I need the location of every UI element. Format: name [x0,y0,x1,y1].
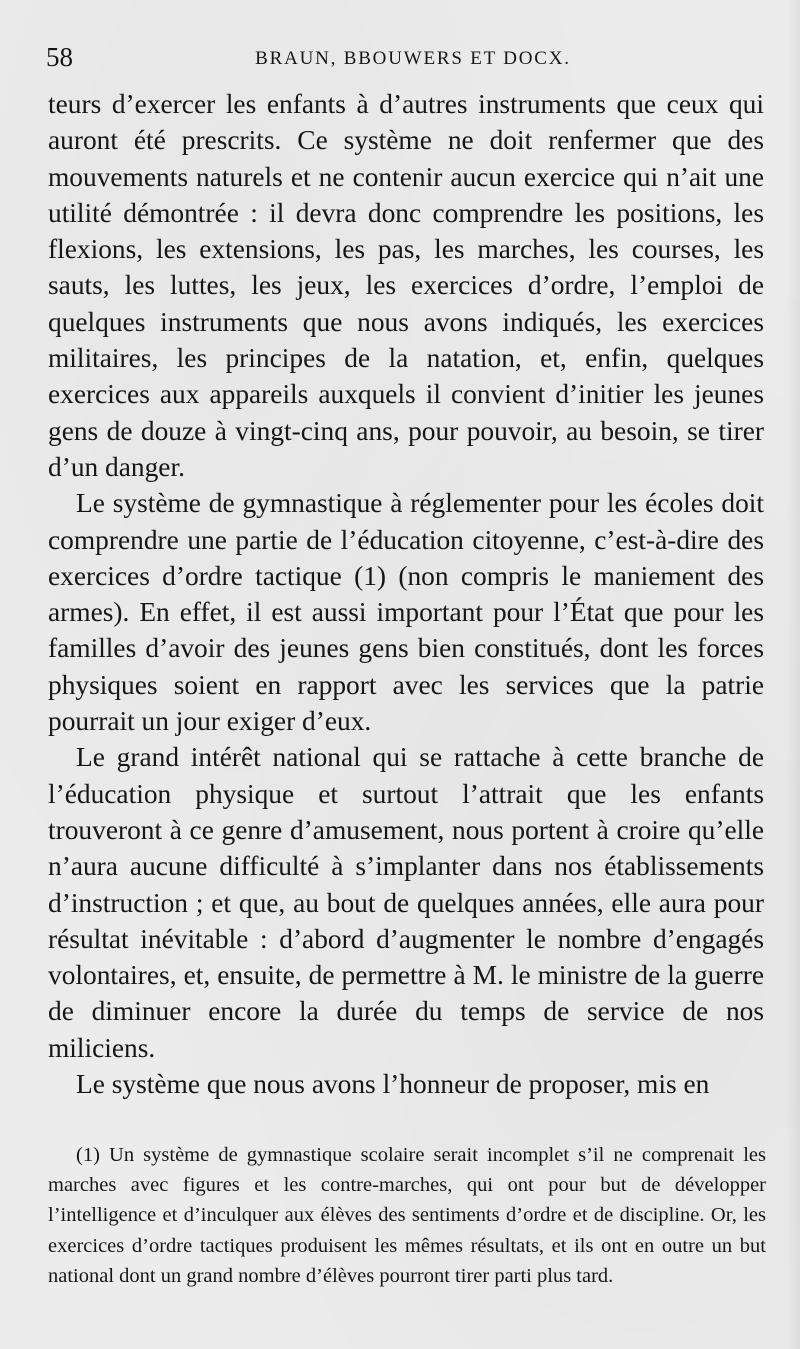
paragraph: Le grand intérêt national qui se rattache à cette branche de l’éducation physique et surtout l’attrait que les enfants trouveront à ce genre d’amusement, nous portent à croire qu’elle n’aura aucune difficulté à s’implanter dans nos établissements d’instruction ; et que, au bout de quelques années, elle aura pour résultat inévitable : d’abord d’augmenter le nombre d’engagés volontaires, et, ensuite, de permettre à M. le ministre de la guerre de diminuer encore la durée du temps de service de nos miliciens. [48,742,764,1063]
paragraph: Le système que nous avons l’honneur de proposer, mis en [76,1069,710,1100]
body-text [48,86,764,1102]
page-number: 58 [46,42,73,72]
footnote-text: (1) Un système de gymnastique scolaire serait incomplet s’il ne comprenait les marches avec figures et les contre-marches, qui ont pour but de développer l’intelligence et d’inculquer aux élèves des sentiments d’ordre et de discipline. Or, les exercices d’ordre tactiques produisent les mêmes résultats, et ils ont en outre un but national dont un grand nombre d’élèves pourront tirer parti plus tard. [48,1144,766,1287]
paragraph: Le système de gymnastique à réglementer pour les écoles doit comprendre une partie de l’éducation citoyenne, c’est-à-dire des exercices d’ordre tactique (1) (non compris le maniement des armes). En effet, il est aussi important pour l’État que pour les familles d’avoir des jeunes gens bien constitués, dont les forces physiques soient en rapport avec les services que la patrie pourrait un jour exiger d’eux. [48,488,764,737]
running-head: BRAUN, BBOUWERS ET DOCX. [255,48,571,69]
page-header [46,40,760,80]
footnote [48,1140,766,1291]
page-edge-shadow [786,0,800,1349]
paragraph-continued: teurs d’exercer les enfants à d’autres instruments que ceux qui auront été prescrits. Ce système ne doit renfermer que des mouvements naturels et ne contenir aucun exercice qui n’ait une utilité démontrée : il devra donc comprendre les positions, les flexions, les extensions, les pas, les marches, les courses, les sauts, les luttes, les jeux, les exercices d’ordre, l’emploi de quelques instruments que nous avons indiqués, les exercices militaires, les principes de la natation, et, enfin, quelques exercices aux appareils auxquels il convient d’initier les jeunes gens de douze à vingt-cinq ans, pour pouvoir, au besoin, se tirer d’un danger. [48,89,764,482]
